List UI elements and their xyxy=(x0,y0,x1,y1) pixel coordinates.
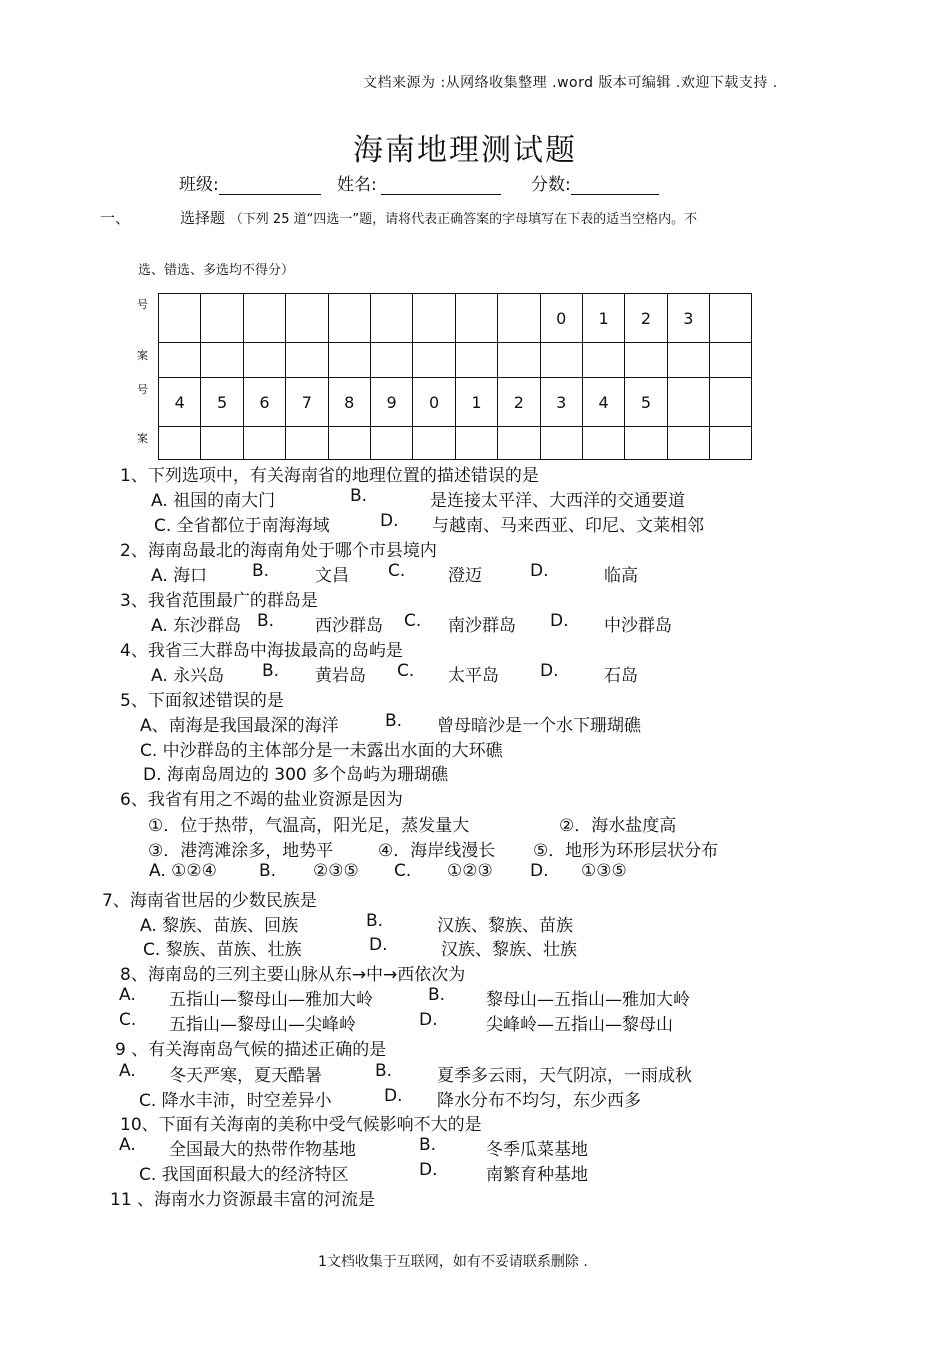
question-5-option: B. xyxy=(385,711,403,731)
score-field xyxy=(531,170,659,195)
answer-cell xyxy=(328,343,370,378)
question-1-stem: 1、下列选项中，有关海南省的地理位置的描述错误的是 xyxy=(120,466,539,486)
question-9-option: 冬天严寒，夏天酷暑 xyxy=(169,1066,322,1086)
number-cell: 9 xyxy=(370,378,412,427)
question-10-option: D. xyxy=(419,1160,438,1180)
question-9-option: A. xyxy=(119,1061,136,1081)
question-2-stem: 2、海南岛最北的海南角处于哪个市县境内 xyxy=(120,541,437,561)
question-7-option: A. 黎族、苗族、回族 xyxy=(140,916,299,936)
question-1-option: 是连接太平洋、大西洋的交通要道 xyxy=(430,491,685,511)
question-9-option: C. 降水丰沛，时空差异小 xyxy=(139,1091,332,1111)
answer-cell xyxy=(625,427,667,460)
question-5-option: A、南海是我国最深的海洋 xyxy=(140,716,339,736)
question-10-option: C. 我国面积最大的经济特区 xyxy=(139,1165,349,1185)
answer-cell xyxy=(582,343,624,378)
number-cell xyxy=(201,294,243,343)
question-8-option: C. xyxy=(119,1010,137,1030)
question-7-option: D. xyxy=(369,935,388,955)
score-label: 分数: xyxy=(531,175,571,195)
question-4-option: 石岛 xyxy=(604,666,638,686)
number-cell: 2 xyxy=(498,378,540,427)
number-cell xyxy=(455,294,497,343)
question-3-option: D. xyxy=(550,611,569,631)
question-3-option: B. xyxy=(257,611,275,631)
question-10-option: A. xyxy=(119,1135,136,1155)
section-heading xyxy=(180,207,697,228)
number-cell: 2 xyxy=(625,294,667,343)
answer-cell xyxy=(159,427,201,460)
question-8-option: B. xyxy=(428,985,446,1005)
question-2-option: 临高 xyxy=(604,566,638,586)
question-10-stem: 10、下面有关海南的美称中受气候影响不大的是 xyxy=(120,1115,482,1135)
question-6-option: ①③⑤ xyxy=(581,861,627,881)
number-cell: 1 xyxy=(455,378,497,427)
score-blank xyxy=(571,176,659,195)
answer-cell xyxy=(498,427,540,460)
question-5-option: 曾母暗沙是一个水下珊瑚礁 xyxy=(437,716,641,736)
section-title: 选择题 xyxy=(180,209,226,227)
question-9-option: 降水分布不均匀，东少西多 xyxy=(437,1091,641,1111)
question-8-stem: 8、海南岛的三列主要山脉从东→中→西依次为 xyxy=(120,965,466,985)
answer-cell xyxy=(201,343,243,378)
question-1-option: B. xyxy=(350,486,368,506)
question-6-option: ①．位于热带，气温高，阳光足，蒸发量大 xyxy=(148,816,470,836)
answer-cell xyxy=(328,427,370,460)
answer-row xyxy=(159,343,752,378)
question-1-option: 与越南、马来西亚、印尼、文莱相邻 xyxy=(432,516,704,536)
question-9-option: 夏季多云雨，天气阴凉，一雨成秋 xyxy=(437,1066,692,1086)
question-6-option: ①②③ xyxy=(447,861,493,881)
answer-cell xyxy=(370,427,412,460)
question-8-option: 黎母山—五指山—雅加大岭 xyxy=(486,990,690,1010)
class-label: 班级: xyxy=(179,175,219,195)
number-cell xyxy=(667,378,709,427)
question-6-stem: 6、我省有用之不竭的盐业资源是因为 xyxy=(120,790,403,810)
question-3-option: C. xyxy=(404,611,422,631)
question-10-option: B. xyxy=(419,1135,437,1155)
answer-cell xyxy=(413,343,455,378)
number-cell: 6 xyxy=(243,378,285,427)
page-footer: 1文档收集于互联网，如有不妥请联系删除 . xyxy=(318,1254,588,1270)
answer-cell xyxy=(243,427,285,460)
question-7-option: 汉族、黎族、苗族 xyxy=(437,916,573,936)
answer-cell xyxy=(710,343,752,378)
number-cell: 4 xyxy=(159,378,201,427)
question-2-option: 文昌 xyxy=(315,566,349,586)
class-field xyxy=(179,170,321,195)
question-6-option: ③．港湾滩涂多，地势平 xyxy=(148,841,334,861)
number-cell xyxy=(370,294,412,343)
question-11-stem: 11 、海南水力资源最丰富的河流是 xyxy=(110,1190,376,1210)
question-9-stem: 9 、有关海南岛气候的描述正确的是 xyxy=(115,1040,387,1060)
number-cell xyxy=(710,294,752,343)
question-8-option: A. xyxy=(119,985,136,1005)
answer-cell xyxy=(201,427,243,460)
row-label-answer-1: 案 xyxy=(137,349,148,362)
number-cell: 5 xyxy=(625,378,667,427)
question-1-option: C. 全省都位于南海海域 xyxy=(154,516,330,536)
name-blank xyxy=(381,176,501,195)
answer-cell xyxy=(455,343,497,378)
answer-cell xyxy=(710,427,752,460)
number-cell: 1 xyxy=(582,294,624,343)
question-5-stem: 5、下面叙述错误的是 xyxy=(120,691,284,711)
row-label-number-1: 号 xyxy=(137,298,148,311)
question-6-option: ④．海岸线漫长 xyxy=(378,841,496,861)
number-cell xyxy=(286,294,328,343)
question-4-option: C. xyxy=(397,661,415,681)
number-cell xyxy=(159,294,201,343)
question-3-option: 南沙群岛 xyxy=(448,616,516,636)
name-label: 姓名: xyxy=(337,175,377,195)
number-cell: 7 xyxy=(286,378,328,427)
answer-cell xyxy=(582,427,624,460)
name-field xyxy=(337,170,501,195)
class-blank xyxy=(219,176,321,195)
question-2-option: B. xyxy=(252,561,270,581)
question-10-option: 全国最大的热带作物基地 xyxy=(169,1140,356,1160)
number-cell xyxy=(328,294,370,343)
answer-cell xyxy=(370,343,412,378)
answer-row xyxy=(159,427,752,460)
answer-cell xyxy=(286,427,328,460)
question-7-stem: 7、海南省世居的少数民族是 xyxy=(102,891,317,911)
question-1-option: D. xyxy=(380,511,399,531)
question-8-option: 尖峰岭—五指山—黎母山 xyxy=(486,1015,673,1035)
answer-cell xyxy=(243,343,285,378)
question-6-option: A. ①②④ xyxy=(149,861,217,881)
question-4-option: 黄岩岛 xyxy=(315,666,366,686)
answer-cell xyxy=(667,343,709,378)
answer-cell xyxy=(286,343,328,378)
question-1-option: A. 祖国的南大门 xyxy=(151,491,276,511)
question-4-option: 太平岛 xyxy=(448,666,499,686)
answer-table xyxy=(158,293,752,460)
question-6-option: ②③⑤ xyxy=(313,861,359,881)
question-3-option: 西沙群岛 xyxy=(315,616,383,636)
question-7-option: 汉族、黎族、壮族 xyxy=(441,940,577,960)
question-10-option: 南繁育种基地 xyxy=(486,1165,588,1185)
number-cell: 4 xyxy=(582,378,624,427)
answer-cell xyxy=(455,427,497,460)
section-instruction-cont: 选、错选、多选均不得分） xyxy=(138,263,295,278)
question-5-option: D. 海南岛周边的 300 多个岛屿为珊瑚礁 xyxy=(143,765,449,785)
question-7-option: B. xyxy=(366,911,384,931)
number-cell: 0 xyxy=(540,294,582,343)
row-label-answer-2: 案 xyxy=(137,432,148,445)
question-3-option: 中沙群岛 xyxy=(604,616,672,636)
question-2-option: A. 海口 xyxy=(151,566,208,586)
section-number: 一、 xyxy=(100,209,131,227)
number-cell xyxy=(243,294,285,343)
question-8-option: 五指山—黎母山—尖峰岭 xyxy=(169,1015,356,1035)
question-3-option: A. 东沙群岛 xyxy=(151,616,242,636)
question-9-option: D. xyxy=(384,1086,403,1106)
question-6-option: B. xyxy=(259,861,277,881)
answer-cell xyxy=(413,427,455,460)
number-cell: 3 xyxy=(540,378,582,427)
number-cell: 8 xyxy=(328,378,370,427)
question-4-option: D. xyxy=(540,661,559,681)
number-cell: 3 xyxy=(667,294,709,343)
answer-cell xyxy=(667,427,709,460)
number-cell: 5 xyxy=(201,378,243,427)
answer-cell xyxy=(498,343,540,378)
question-5-option: C. 中沙群岛的主体部分是一未露出水面的大环礁 xyxy=(140,741,503,761)
row-label-number-2: 号 xyxy=(137,383,148,396)
question-8-option: D. xyxy=(419,1010,438,1030)
header-note: 文档来源为 :从网络收集整理 .word 版本可编辑 .欢迎下载支持 . xyxy=(363,75,778,91)
question-6-option: C. xyxy=(394,861,412,881)
number-cell xyxy=(710,378,752,427)
section-instruction: （下列 25 道“四选一”题，请将代表正确答案的字母填写在下表的适当空格内。不 xyxy=(229,212,698,227)
page-title: 海南地理测试题 xyxy=(353,133,577,168)
question-number-row xyxy=(159,294,752,343)
question-4-option: B. xyxy=(262,661,280,681)
number-cell: 0 xyxy=(413,378,455,427)
question-7-option: C. 黎族、苗族、壮族 xyxy=(143,940,302,960)
question-10-option: 冬季瓜菜基地 xyxy=(486,1140,588,1160)
question-number-row xyxy=(159,378,752,427)
question-4-option: A. 永兴岛 xyxy=(151,666,225,686)
question-2-option: 澄迈 xyxy=(448,566,482,586)
answer-cell xyxy=(540,427,582,460)
number-cell xyxy=(498,294,540,343)
question-6-option: D. xyxy=(530,861,549,881)
question-2-option: C. xyxy=(388,561,406,581)
answer-cell xyxy=(540,343,582,378)
question-8-option: 五指山—黎母山—雅加大岭 xyxy=(169,990,373,1010)
question-2-option: D. xyxy=(530,561,549,581)
question-6-option: ②．海水盐度高 xyxy=(559,816,677,836)
question-6-option: ⑤．地形为环形层状分布 xyxy=(533,841,719,861)
question-9-option: B. xyxy=(375,1061,393,1081)
question-4-stem: 4、我省三大群岛中海拔最高的岛屿是 xyxy=(120,641,403,661)
answer-cell xyxy=(625,343,667,378)
answer-cell xyxy=(159,343,201,378)
question-3-stem: 3、我省范围最广的群岛是 xyxy=(120,591,318,611)
number-cell xyxy=(413,294,455,343)
